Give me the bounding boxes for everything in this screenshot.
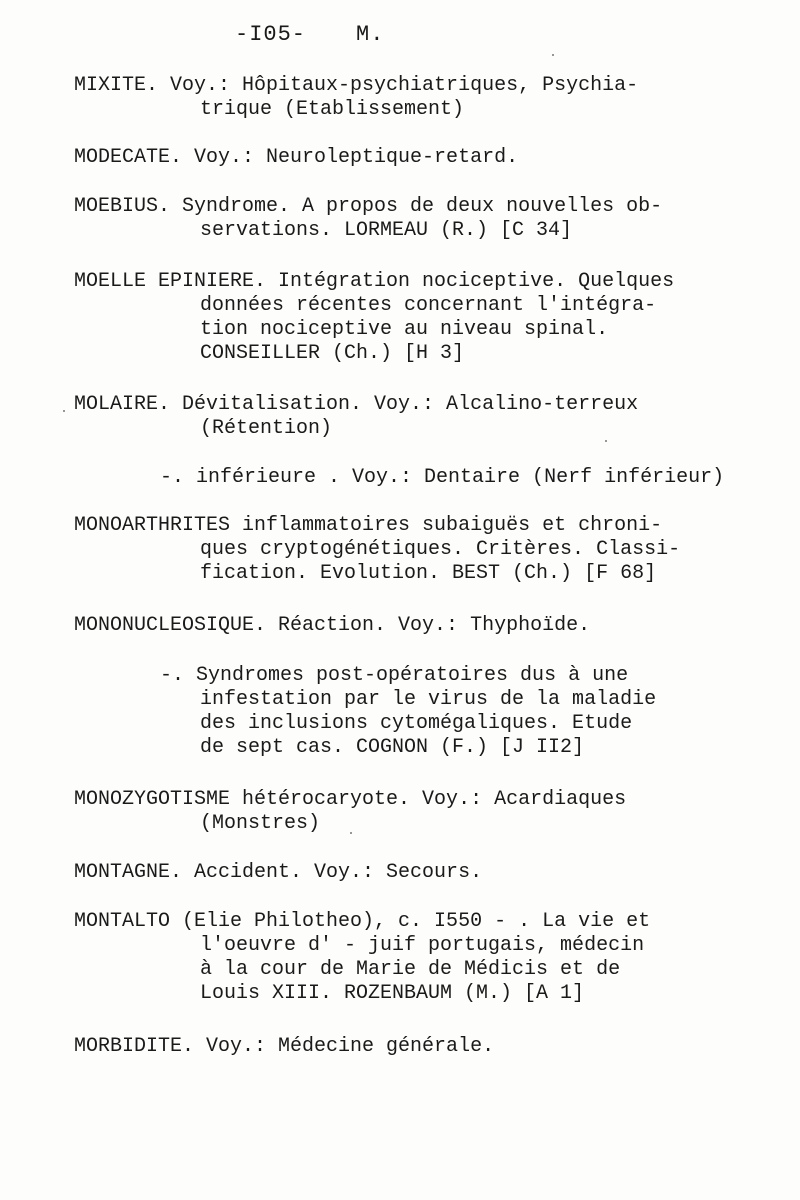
entry-line: MOEBIUS. Syndrome. A propos de deux nouvelles ob- [74, 195, 663, 218]
scan-speck [605, 440, 607, 442]
section-letter: M. [356, 22, 385, 47]
index-entry-molaire [74, 393, 774, 441]
entry-line: MONOARTHRITES inflammatoires subaiguës et chroni- [74, 514, 663, 537]
index-entry-montalto [74, 910, 774, 1006]
page-header [235, 22, 384, 47]
entry-line: MIXITE. Voy.: Hôpitaux-psychiatriques, Psychia- [74, 74, 639, 97]
entry-line: CONSEILLER (Ch.) [H 3] [200, 342, 465, 365]
index-entry-moebius [74, 195, 774, 243]
index-entry-modecate [74, 146, 774, 170]
entry-line: servations. LORMEAU (R.) [C 34] [200, 219, 573, 242]
entry-line: de sept cas. COGNON (F.) [J II2] [200, 736, 585, 759]
index-entry-mononucleosique [74, 614, 774, 638]
entry-line: tion nociceptive au niveau spinal. [200, 318, 609, 341]
index-entry-monozygotisme [74, 788, 774, 836]
entry-line: données récentes concernant l'intégra- [200, 294, 657, 317]
entry-line: -. Syndromes post-opératoires dus à une [160, 664, 629, 687]
index-entry-moelle-epiniere [74, 270, 774, 366]
entry-line: (Rétention) [200, 417, 333, 440]
entry-line: (Monstres) [200, 812, 321, 835]
scan-speck [552, 54, 554, 56]
entry-line: trique (Etablissement) [200, 98, 465, 121]
entry-line: MOLAIRE. Dévitalisation. Voy.: Alcalino-terreux [74, 393, 639, 416]
page-number: -I05- [235, 22, 307, 47]
index-entry-monoarthrites [74, 514, 774, 586]
entry-line: MONTALTO (Elie Philotheo), c. I550 - . La vie et [74, 910, 651, 933]
scan-speck [63, 410, 65, 412]
entry-line: MOELLE EPINIERE. Intégration nociceptive. Quelques [74, 270, 675, 293]
entry-line: MONOZYGOTISME hétérocaryote. Voy.: Acardiaques [74, 788, 627, 811]
entry-line: fication. Evolution. BEST (Ch.) [F 68] [200, 562, 657, 585]
entry-line: MONONUCLEOSIQUE. Réaction. Voy.: Thyphoïde. [74, 614, 591, 637]
entry-line: MORBIDITE. Voy.: Médecine générale. [74, 1035, 495, 1058]
entry-line: MONTAGNE. Accident. Voy.: Secours. [74, 861, 483, 884]
entry-line: des inclusions cytomégaliques. Etude [200, 712, 633, 735]
entry-line: à la cour de Marie de Médicis et de [200, 958, 621, 981]
entry-line: ques cryptogénétiques. Critères. Classi- [200, 538, 681, 561]
entry-line: Louis XIII. ROZENBAUM (M.) [A 1] [200, 982, 585, 1005]
entry-line: infestation par le virus de la maladie [200, 688, 657, 711]
index-entry-montagne [74, 861, 774, 885]
index-subentry-mononucleosique-syndromes [160, 664, 800, 760]
entry-line: MODECATE. Voy.: Neuroleptique-retard. [74, 146, 519, 169]
index-entry-morbidite [74, 1035, 774, 1059]
index-subentry-molaire-inferieure [160, 466, 800, 490]
index-entry-mixite [74, 74, 774, 122]
scan-speck [350, 832, 352, 834]
entry-line: l'oeuvre d' - juif portugais, médecin [200, 934, 645, 957]
entry-line: -. inférieure . Voy.: Dentaire (Nerf inférieur) [160, 466, 725, 489]
